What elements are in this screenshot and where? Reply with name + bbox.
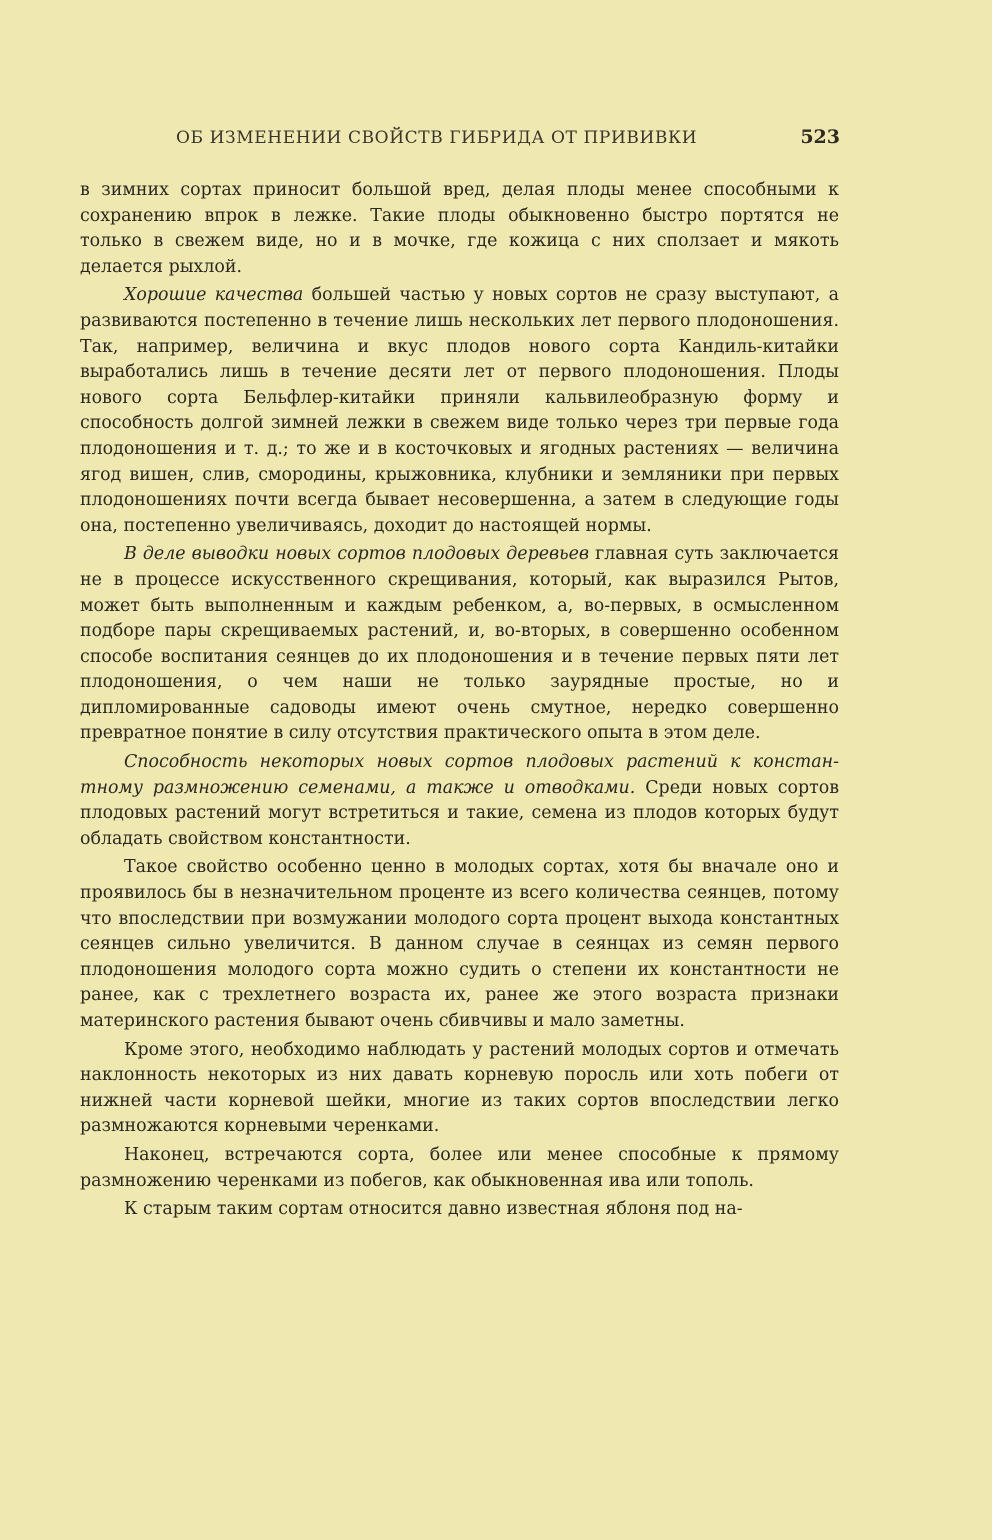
paragraph-1-text: в зимних сортах приносит большой вред, делая плоды менее способными к сохранению впрок в лежке. Такие плоды обыкновенно быстро портятся не только в свежем виде, но и в мочке, где кожица с них сползает и мякоть делается рыхлой.	[80, 180, 839, 277]
paragraph-3	[80, 542, 839, 747]
paragraph-4-lead: Способность некоторых новых сортов плодовых растений к константному размножению семенами, а также и отводками.	[80, 752, 839, 798]
body-text	[80, 178, 839, 1226]
paragraph-6	[80, 1038, 839, 1140]
paragraph-3-lead: В деле выводки новых сортов плодовых деревьев	[124, 544, 590, 565]
paragraph-8-text: К старым таким сортам относится давно известная яблоня под на-	[124, 1199, 743, 1220]
paragraph-4-text: Среди новых сортов плодовых растений могут встретиться и такие, семена из плодов которых будут обладать свойством константности.	[80, 777, 839, 849]
paragraph-8	[80, 1197, 839, 1223]
paragraph-2-text: большей частью у новых сортов не сразу выступают, а развиваются постепенно в течение лишь нескольких лет первого плодоношения. Так, например, величина и вкус плодов нового сорта Кандиль-китайки выработались лишь в течение десяти лет от первого плодоношения. Плоды нового сорта Бельфлер-китайки приняли кальвилеобразную форму и способность долгой зимней лежки в свежем виде только через три первые года плодоношения и т. д.; то же и в косточковых и ягодных растениях — величина ягод вишен, слив, смородины, крыжовника, клубники и земляники при первых плодоношениях почти всегда бывает несовершенна, а затем в следующие годы она, постепенно увеличиваясь, доходит до настоящей нормы.	[80, 285, 840, 536]
page-number: 523	[800, 126, 840, 148]
paragraph-7	[80, 1143, 839, 1194]
running-title: ОБ ИЗМЕНЕНИИ СВОЙСТВ ГИБРИДА ОТ ПРИВИВКИ	[176, 128, 698, 148]
page-header	[80, 128, 840, 156]
paragraph-1	[80, 178, 839, 280]
paragraph-6-text: Кроме этого, необходимо наблюдать у растений молодых сортов и отмечать наклонность некоторых из них давать корневую поросль или хоть побеги от нижней части корневой шейки, многие из таких сортов впоследствии легко размножаются корневыми черенками.	[80, 1039, 839, 1137]
paragraph-2	[80, 283, 839, 539]
paragraph-5	[80, 855, 839, 1034]
paragraph-4	[80, 750, 839, 852]
paragraph-7-text: Наконец, встречаются сорта, более или менее способные к прямому размножению черенками из побегов, как обыкновенная ива или тополь.	[80, 1144, 839, 1191]
paragraph-2-lead: Хорошие качества	[124, 285, 304, 306]
paragraph-3-text: главная суть заключается не в процессе искусственного скрещивания, который, как выразился Рытов, может быть выполненным и каждым ребенком, а, во-первых, в осмысленном подборе пары скрещиваемых растений, и, во-вторых, в совершенно особенном способе воспитания сеянцев до их плодоношения и в течение первых пяти лет плодоношения, о чем наши не только заурядные простые, но и дипломированные садоводы имеют очень смутное, нередко совершенно превратное понятие в силу отсутствия практического опыта в этом деле.	[80, 544, 840, 744]
paragraph-5-text: Такое свойство особенно ценно в молодых сортах, хотя бы вначале оно и проявилось бы в незначительном проценте из всего количества сеянцев, потому что впоследствии при возмужании молодого сорта процент выхода константных сеянцев сильно увеличится. В данном случае в сеянцах из семян первого плодоношения молодого сорта можно судить о степени их константности не ранее, как с трехлетнего возраста их, ранее же этого возраста признаки материнского растения бывают очень сбивчивы и мало заметны.	[80, 857, 839, 1031]
